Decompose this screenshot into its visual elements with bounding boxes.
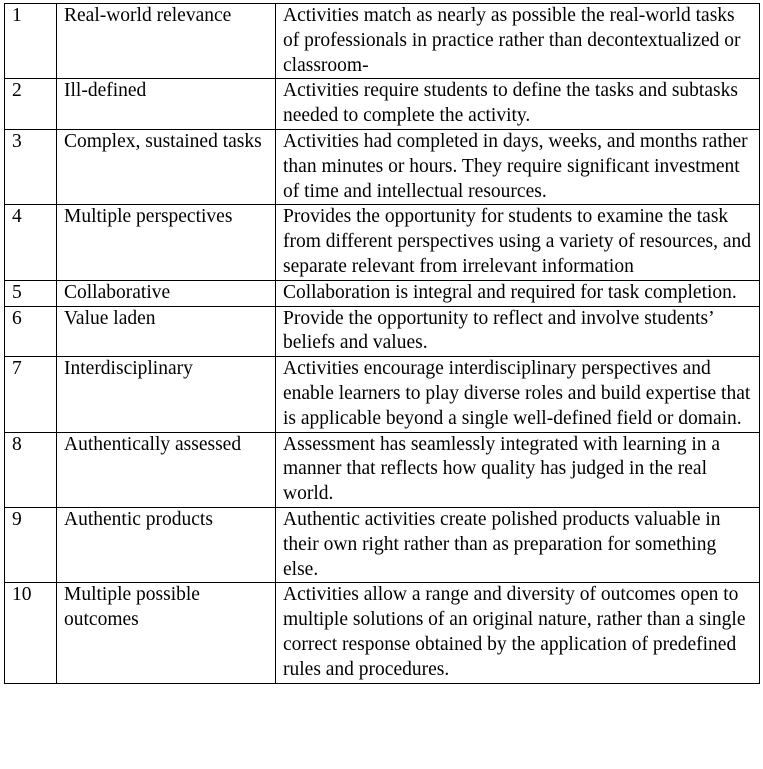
row-number: 2 — [5, 79, 57, 130]
criterion-name: Authentic products — [57, 507, 276, 582]
row-number: 3 — [5, 129, 57, 204]
row-number: 7 — [5, 357, 57, 432]
table-row — [5, 306, 760, 357]
table-row — [5, 205, 760, 280]
table-row — [5, 4, 760, 79]
criterion-name: Authentically assessed — [57, 432, 276, 507]
criterion-name: Real-world relevance — [57, 4, 276, 79]
table-row — [5, 507, 760, 582]
table-row — [5, 432, 760, 507]
table-row — [5, 79, 760, 130]
criterion-description: Activities require students to define the tasks and subtasks needed to complete the activity. — [276, 79, 760, 130]
criterion-description: Provides the opportunity for students to examine the task from different perspectives using a variety of resources, and separate relevant from irrelevant information — [276, 205, 760, 280]
criterion-name: Interdisciplinary — [57, 357, 276, 432]
table-row — [5, 280, 760, 306]
criterion-description: Authentic activities create polished products valuable in their own right rather than as preparation for something else. — [276, 507, 760, 582]
criterion-description: Collaboration is integral and required for task completion. — [276, 280, 760, 306]
criterion-name: Multiple possible outcomes — [57, 583, 276, 683]
criterion-description: Assessment has seamlessly integrated with learning in a manner that reflects how quality has judged in the real world. — [276, 432, 760, 507]
criterion-description: Activities had completed in days, weeks, and months rather than minutes or hours. They require significant investment of time and intellectual resources. — [276, 129, 760, 204]
criterion-name: Complex, sustained tasks — [57, 129, 276, 204]
row-number: 1 — [5, 4, 57, 79]
row-number: 8 — [5, 432, 57, 507]
criterion-description: Provide the opportunity to reflect and involve students’ beliefs and values. — [276, 306, 760, 357]
table-row — [5, 583, 760, 683]
row-number: 4 — [5, 205, 57, 280]
criterion-description: Activities encourage interdisciplinary perspectives and enable learners to play diverse roles and build expertise that is applicable beyond a single well-defined field or domain. — [276, 357, 760, 432]
criterion-name: Multiple perspectives — [57, 205, 276, 280]
criterion-name: Value laden — [57, 306, 276, 357]
row-number: 5 — [5, 280, 57, 306]
row-number: 6 — [5, 306, 57, 357]
criterion-name: Collaborative — [57, 280, 276, 306]
criterion-name: Ill-defined — [57, 79, 276, 130]
row-number: 9 — [5, 507, 57, 582]
table-row — [5, 357, 760, 432]
authentic-learning-criteria-table — [4, 3, 760, 684]
criterion-description: Activities allow a range and diversity of outcomes open to multiple solutions of an original nature, rather than a single correct response obtained by the application of predefined rules and procedures. — [276, 583, 760, 683]
table-row — [5, 129, 760, 204]
row-number: 10 — [5, 583, 57, 683]
criterion-description: Activities match as nearly as possible the real-world tasks of professionals in practice rather than decontextualized or classroom- — [276, 4, 760, 79]
